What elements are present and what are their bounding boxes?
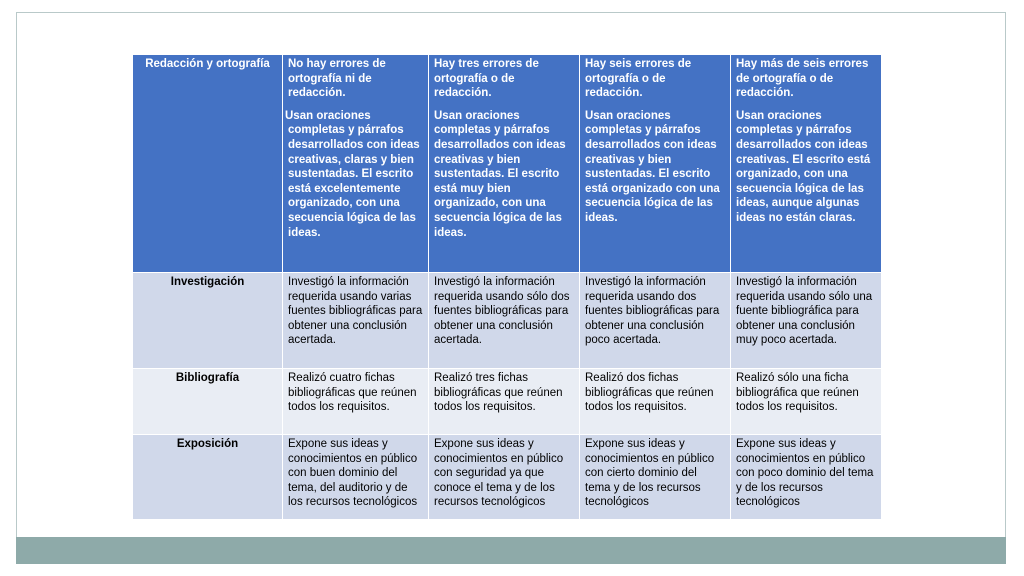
level-cell: Expone sus ideas y conocimientos en público con seguridad ya que conoce el tema y de los recursos tecnológicos bbox=[429, 435, 580, 520]
level-cell: Realizó cuatro fichas bibliográficas que reúnen todos los requisitos. bbox=[283, 369, 429, 435]
level-cell: Realizó dos fichas bibliográficas que reúnen todos los requisitos. bbox=[580, 369, 731, 435]
level-detail: Usan oraciones completas y párrafos desarrollados con ideas creativas y bien sustentadas. El escrito está muy bien organizado, con una secuencia lógica de las ideas. bbox=[434, 109, 566, 239]
level-cell: Investigó la información requerida usando varias fuentes bibliográficas para obtener una conclusión acertada. bbox=[283, 273, 429, 369]
level-summary: Hay más de seis errores de ortografía o de redacción. bbox=[736, 58, 869, 100]
level-cell bbox=[429, 55, 580, 273]
level-detail: Usan oraciones completas y párrafos desarrollados con ideas creativas y bien sustentadas. El escrito está organizado con una secuencia lógica de las ideas. bbox=[585, 109, 720, 224]
level-cell bbox=[731, 55, 882, 273]
criterion-cell: Bibliografía bbox=[133, 369, 283, 435]
criterion-cell: Redacción y ortografía bbox=[133, 55, 283, 273]
level-cell: Realizó sólo una ficha bibliográfica que reúnen todos los requisitos. bbox=[731, 369, 882, 435]
level-cell: Expone sus ideas y conocimientos en público con poco dominio del tema y de los recursos tecnológicos bbox=[731, 435, 882, 520]
level-summary: Hay tres errores de ortografía o de redacción. bbox=[434, 58, 539, 100]
rubric-table bbox=[132, 54, 882, 520]
rubric-row-redaccion bbox=[133, 55, 882, 273]
level-cell bbox=[283, 55, 429, 273]
footer-bar bbox=[16, 537, 1006, 564]
rubric-row-exposicion bbox=[133, 435, 882, 520]
level-cell: Realizó tres fichas bibliográficas que reúnen todos los requisitos. bbox=[429, 369, 580, 435]
level-cell: Investigó la información requerida usando sólo dos fuentes bibliográficas para obtener una conclusión acertada. bbox=[429, 273, 580, 369]
level-cell bbox=[580, 55, 731, 273]
criterion-cell: Investigación bbox=[133, 273, 283, 369]
level-cell: Expone sus ideas y conocimientos en público con cierto dominio del tema y de los recursos tecnológicos bbox=[580, 435, 731, 520]
criterion-cell: Exposición bbox=[133, 435, 283, 520]
rubric-row-investigacion bbox=[133, 273, 882, 369]
level-summary: No hay errores de ortografía ni de redacción. bbox=[288, 58, 386, 100]
level-cell: Investigó la información requerida usando sólo una fuente bibliográfica para obtener una conclusión muy poco acertada. bbox=[731, 273, 882, 369]
level-detail: Usan oraciones completas y párrafos desarrollados con ideas creativas. El escrito está organizado, con una secuencia lógica de las ideas, aunque algunas ideas no están claras. bbox=[736, 109, 871, 224]
level-summary: Hay seis errores de ortografía o de redacción. bbox=[585, 58, 692, 100]
level-cell: Investigó la información requerida usando dos fuentes bibliográficas para obtener una conclusión poco acertada. bbox=[580, 273, 731, 369]
rubric-row-bibliografia bbox=[133, 369, 882, 435]
level-cell: Expone sus ideas y conocimientos en público con buen dominio del tema, del auditorio y de los recursos tecnológicos bbox=[283, 435, 429, 520]
level-detail: Usan oraciones completas y párrafos desarrollados con ideas creativas, claras y bien sustentadas. El escrito está excelentemente organizado, con una secuencia lógica de las ideas. bbox=[285, 109, 420, 239]
